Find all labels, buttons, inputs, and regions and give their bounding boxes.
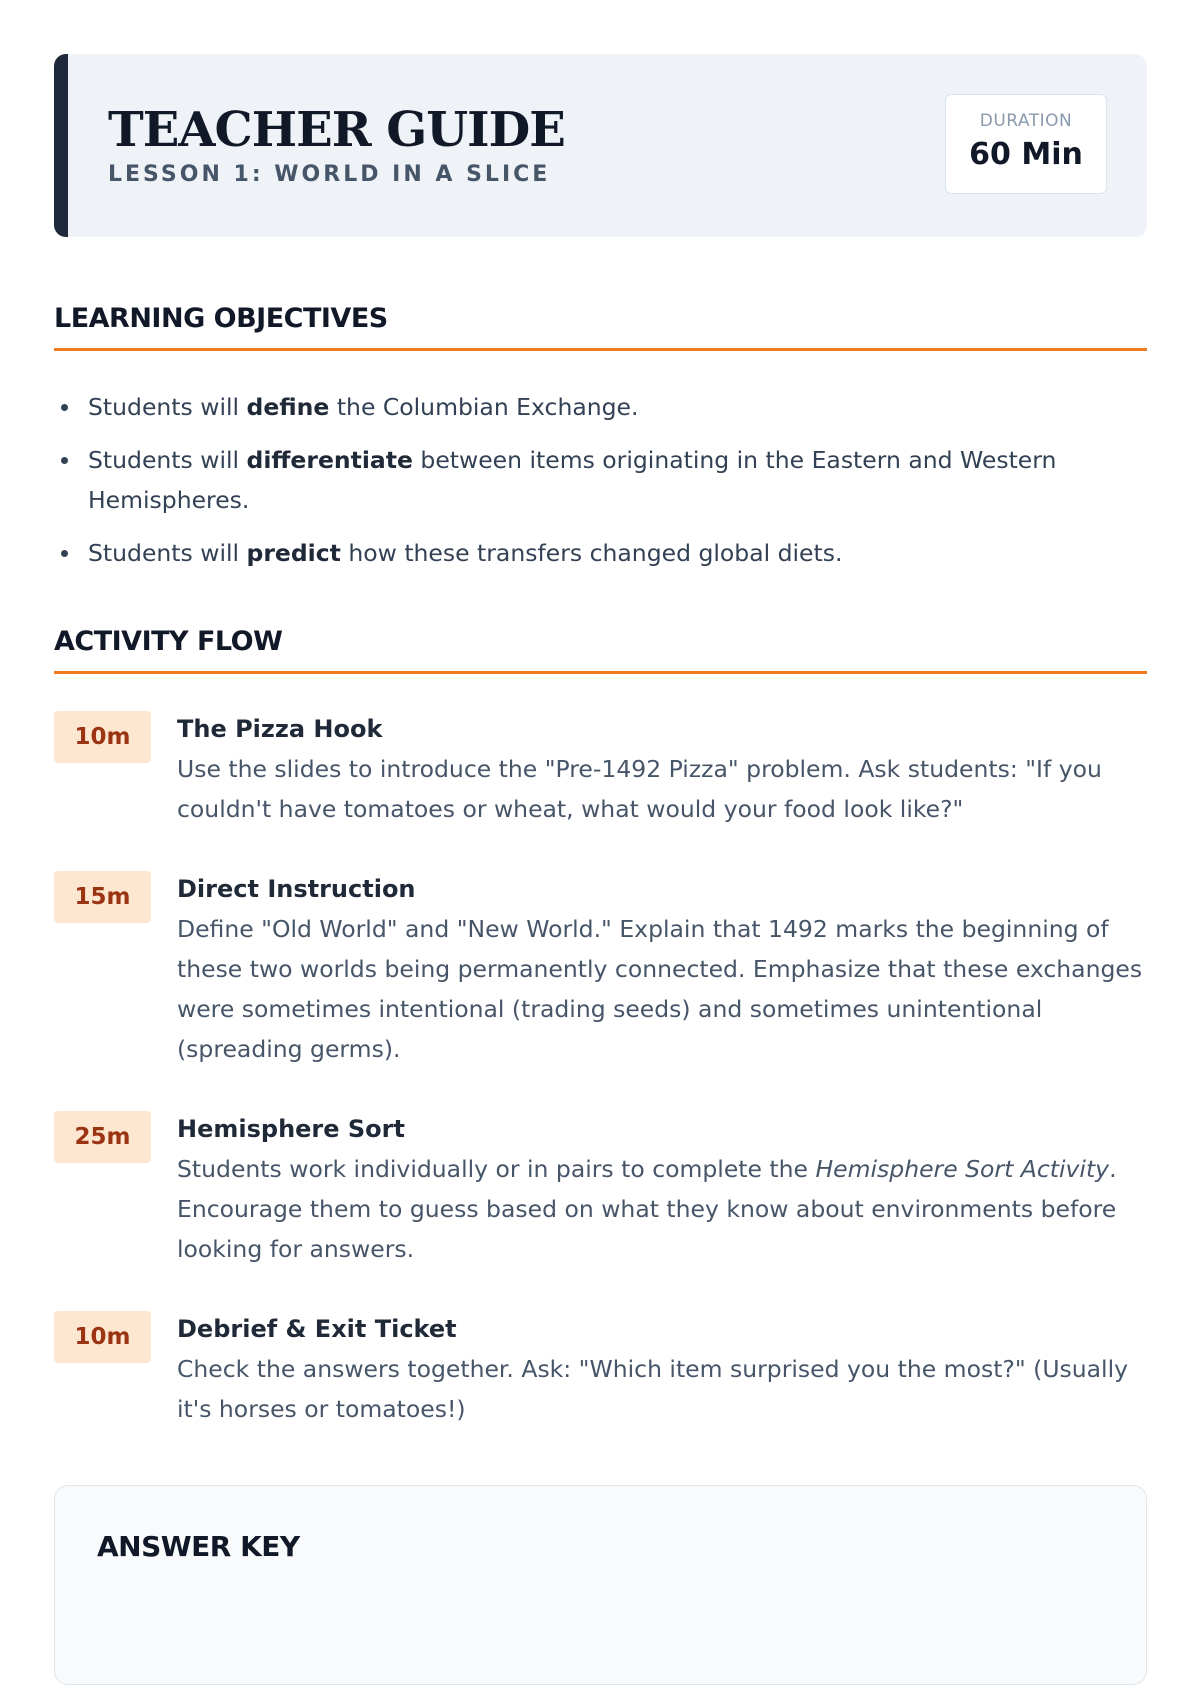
objective-text: how these transfers changed global diets.: [340, 539, 843, 567]
duration-value: 60 Min: [969, 137, 1083, 172]
objective-item: [54, 440, 1147, 520]
activity-title: Debrief & Exit Ticket: [177, 1315, 457, 1343]
activity-title: Hemisphere Sort: [177, 1115, 405, 1143]
objective-item: [54, 533, 1147, 573]
activity-description: Use the slides to introduce the "Pre-1492 Pizza" problem. Ask students: "If you couldn't have tomatoes or wheat, what would your food look like?": [177, 755, 1102, 823]
answer-key-heading: ANSWER KEY: [97, 1530, 300, 1563]
activity-description-text: Students work individually or in pairs to complete the: [177, 1155, 816, 1183]
time-badge: 15m: [54, 871, 151, 923]
lesson-subtitle: LESSON 1: WORLD IN A SLICE: [108, 162, 551, 187]
objective-verb: define: [246, 393, 330, 421]
objective-text: Students will: [88, 539, 247, 567]
duration-box: [945, 94, 1107, 194]
learning-objectives-heading: LEARNING OBJECTIVES: [54, 302, 1147, 351]
answer-key-card: [54, 1485, 1147, 1685]
objective-verb: predict: [246, 539, 341, 567]
objectives-list: [54, 387, 1147, 586]
duration-label: DURATION: [979, 111, 1073, 131]
activity-title: Direct Instruction: [177, 875, 416, 903]
activity-description-text: . Encourage them to guess based on what they know about environments before looking for answers.: [177, 1155, 1117, 1263]
header-card: [54, 54, 1147, 237]
activity-flow-heading: ACTIVITY FLOW: [54, 625, 1147, 674]
activity-description: [177, 1149, 1147, 1269]
time-badge: 10m: [54, 1311, 151, 1363]
objective-verb: differentiate: [246, 446, 413, 474]
teacher-guide-page: [54, 54, 1147, 1563]
objective-text: between items originating in the Eastern and Western Hemispheres.: [88, 446, 1057, 514]
time-badge: 10m: [54, 711, 151, 763]
page-title: TEACHER GUIDE: [108, 102, 565, 158]
objective-text: Students will: [88, 446, 247, 474]
activity-description: Check the answers together. Ask: "Which item surprised you the most?" (Usually it's horses or tomatoes!): [177, 1355, 1129, 1423]
activity-reference: Hemisphere Sort Activity: [815, 1155, 1110, 1183]
objective-text: Students will: [88, 393, 247, 421]
header-accent-bar: [54, 54, 68, 237]
activity-title: The Pizza Hook: [177, 715, 383, 743]
objective-item: [54, 387, 1147, 427]
time-badge: 25m: [54, 1111, 151, 1163]
objective-text: the Columbian Exchange.: [329, 393, 639, 421]
activity-description: Define "Old World" and "New World." Explain that 1492 marks the beginning of these two worlds being permanently connected. Emphasize that these exchanges were sometimes intentional (trading seeds) and sometimes unintentional (spreading germs).: [177, 915, 1143, 1063]
